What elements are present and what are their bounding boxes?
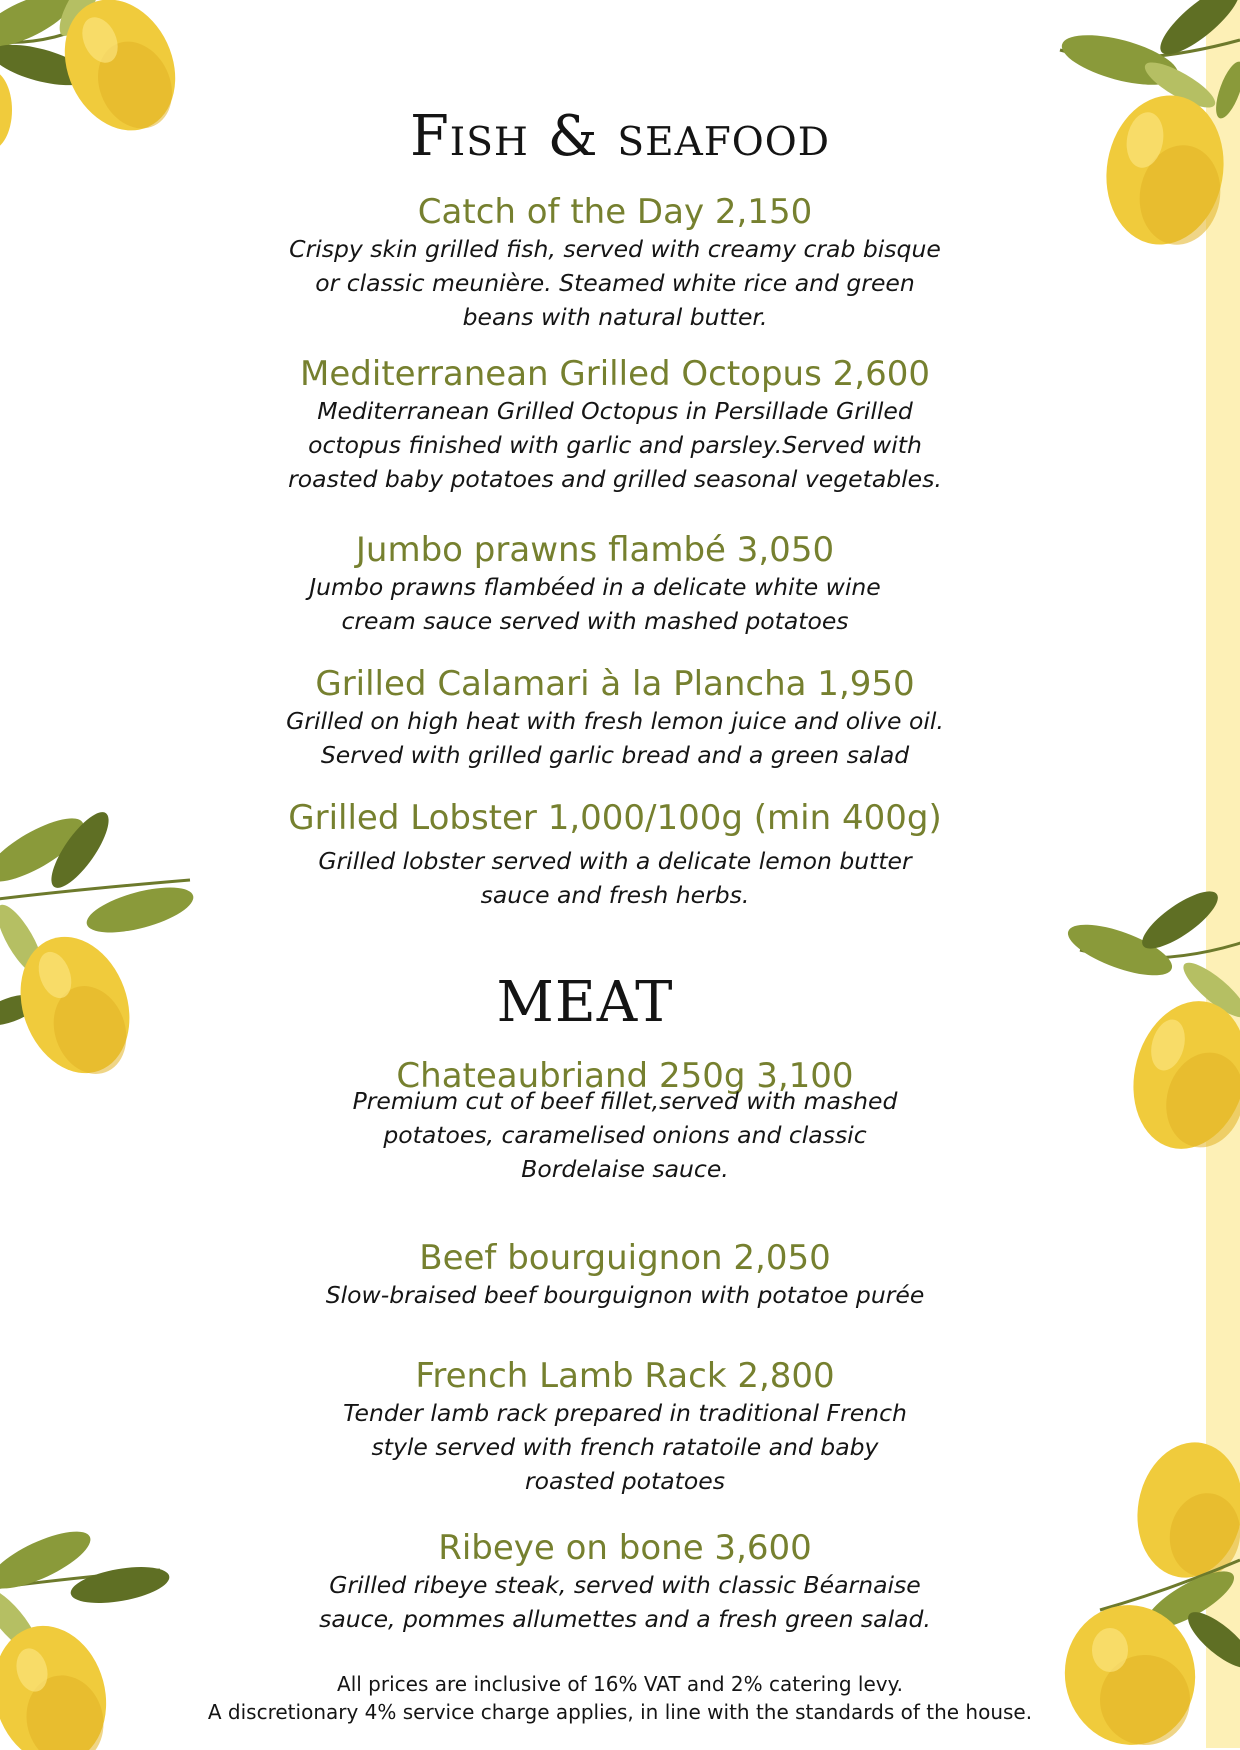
menu-item <box>240 1356 1010 1498</box>
item-name: Grilled Lobster 1,000/100g (min 400g) <box>288 798 942 838</box>
menu-item <box>240 798 990 912</box>
item-name: Catch of the Day 2,150 <box>417 192 813 232</box>
lemon-branch-illustration <box>0 800 210 1090</box>
item-name: Jumbo prawns flambé 3,050 <box>355 530 835 570</box>
section-title-meat: MEAT <box>496 970 674 1035</box>
price-note-line-1: All prices are inclusive of 16% VAT and 2% catering levy. <box>337 1672 903 1696</box>
menu-item <box>240 1528 1010 1636</box>
menu-item <box>240 1056 1010 1186</box>
section-title-fish: Fish & seafood <box>409 104 831 169</box>
item-name: French Lamb Rack 2,800 <box>415 1356 835 1396</box>
item-name: Mediterranean Grilled Octopus 2,600 <box>300 354 930 394</box>
item-name: Beef bourguignon 2,050 <box>419 1238 831 1278</box>
item-name: Chateaubriand 250g 3,100 <box>396 1056 854 1096</box>
item-description: Grilled on high heat with fresh lemon juice and olive oil. Served with grilled garlic bread and a green salad <box>286 707 944 769</box>
item-description: Slow-braised beef bourguignon with potatoe purée <box>325 1281 925 1309</box>
item-description: Jumbo prawns flambéed in a delicate white wine cream sauce served with mashed potatoes <box>309 573 881 635</box>
menu-item <box>240 354 990 496</box>
item-description: Crispy skin grilled fish, served with creamy crab bisque or classic meunière. Steamed white rice and green beans with natural butter. <box>289 235 941 331</box>
menu-item <box>240 1238 1010 1312</box>
item-description: Tender lamb rack prepared in traditional French style served with french ratatoile and baby roasted potatoes <box>343 1399 907 1495</box>
menu-item <box>240 530 950 638</box>
price-note <box>0 1670 1240 1726</box>
menu-item <box>240 192 990 334</box>
menu-item <box>240 664 990 772</box>
price-note-line-2: A discretionary 4% service charge applies, in line with the standards of the house. <box>207 1700 1033 1724</box>
item-description: Premium cut of beef fillet,served with mashed potatoes, caramelised onions and classic Bordelaise sauce. <box>352 1087 898 1183</box>
item-description: Grilled ribeye steak, served with classic Béarnaise sauce, pommes allumettes and a fresh green salad. <box>319 1571 931 1633</box>
item-description: Grilled lobster served with a delicate lemon butter sauce and fresh herbs. <box>318 847 912 909</box>
item-description: Mediterranean Grilled Octopus in Persillade Grilled octopus finished with garlic and parsley.Served with roasted baby potatoes and grilled seasonal vegetables. <box>288 397 942 493</box>
item-name: Ribeye on bone 3,600 <box>438 1528 812 1568</box>
item-name: Grilled Calamari à la Plancha 1,950 <box>315 664 915 704</box>
